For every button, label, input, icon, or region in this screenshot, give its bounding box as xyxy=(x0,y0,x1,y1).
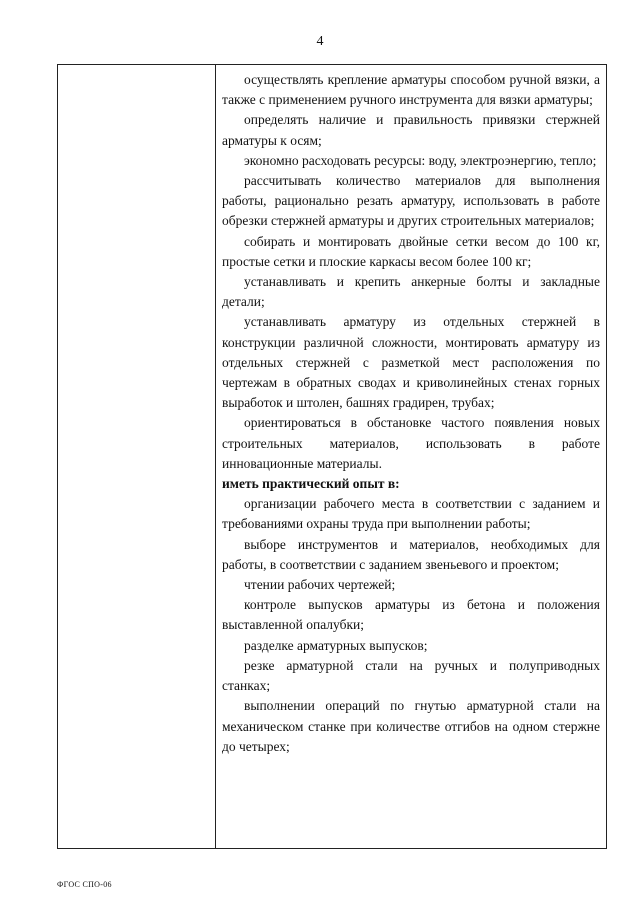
skill-paragraph: ориентироваться в обстановке частого появления новых строительных материалов, использовать в работе инновационные материалы. xyxy=(222,415,600,471)
page-number: 4 xyxy=(316,34,324,49)
table-left-cell xyxy=(58,65,216,848)
skill-paragraph: экономно расходовать ресурсы: воду, электроэнергию, тепло; xyxy=(244,152,597,168)
experience-paragraph: резке арматурной стали на ручных и полуприводных станках; xyxy=(222,657,600,694)
footer-code: ФГОС СПО-06 xyxy=(57,880,112,889)
experience-paragraph: выполнении операций по гнутью арматурной стали на механическом станке при количестве отгибов на одном стержне до четырех; xyxy=(222,698,600,754)
experience-paragraph: контроле выпусков арматуры из бетона и положения выставленной опалубки; xyxy=(222,597,600,633)
skill-paragraph: собирать и монтировать двойные сетки весом до 100 кг, простые сетки и плоские каркасы весом более 100 кг; xyxy=(222,233,600,269)
experience-paragraph: выборе инструментов и материалов, необходимых для работы, в соответствии с заданием звеньевого и проектом; xyxy=(222,536,600,572)
skill-paragraph: осуществлять крепление арматуры способом ручной вязки, а также с применением ручного инструмента для вязки арматуры; xyxy=(222,72,600,108)
experience-paragraph: организации рабочего места в соответствии с заданием и требованиями охраны труда при выполнении работы; xyxy=(222,496,600,532)
skill-paragraph: устанавливать и крепить анкерные болты и закладные детали; xyxy=(222,274,600,310)
skill-paragraph: устанавливать арматуру из отдельных стержней в конструкции различной сложности, монтировать арматуру из отдельных стержней с разметкой мест расположения по чертежам в обратных сводах и криволинейных стенах горных выработок и штолен, башнях градирен, трубах; xyxy=(222,314,600,411)
experience-paragraph: разделке арматурных выпусков; xyxy=(244,637,428,653)
experience-paragraph: чтении рабочих чертежей; xyxy=(244,577,396,593)
skill-paragraph: рассчитывать количество материалов для выполнения работы, рационально резать арматуру, использовать в работе обрезки стержней арматуры и других строительных материалов; xyxy=(222,173,600,229)
section-heading: иметь практический опыт в: xyxy=(222,476,400,492)
table-right-cell xyxy=(216,65,606,848)
skill-paragraph: определять наличие и правильность привязки стержней арматуры к осям; xyxy=(222,112,600,148)
content-table xyxy=(57,64,607,849)
